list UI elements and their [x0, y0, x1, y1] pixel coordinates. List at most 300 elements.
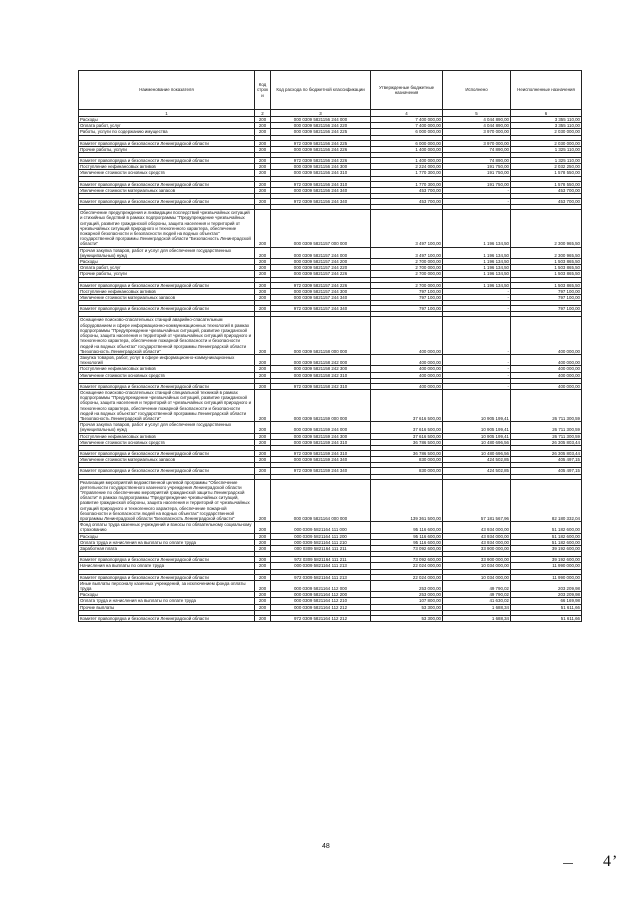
cell-name: Оплата работ, услуг [79, 265, 255, 271]
cell-code: 200 [255, 164, 271, 170]
cell-name: Комитет правопорядка и безопасности Ленинградской области [79, 574, 255, 580]
column-number: 5 [443, 110, 511, 117]
cell-kbk: 000 0309 5821157 244 200 [271, 259, 371, 265]
cell-unexecuted: 11 990 000,00 [511, 574, 582, 580]
cell-code: 200 [255, 479, 271, 522]
cell-code: 200 [255, 539, 271, 545]
cell-approved: 1 770 300,00 [371, 181, 443, 187]
cell-unexecuted: 1 503 865,50 [511, 265, 582, 271]
cell-unexecuted: 82 180 332,04 [511, 479, 582, 522]
table-row [79, 129, 582, 135]
cell-kbk: 972 0309 5821156 244 225 [271, 140, 371, 146]
cell-code: 200 [255, 317, 271, 354]
cell-name: Реализация мероприятий ведомственной целевой программы "Обеспечение деятельности государственного казенного учреждения Ленинградской области "Управление по обеспечению мероприятий гражданской защиты Ленинградской области" в рамках подпрограммы "Предупреждение чрезвычайных ситуаций, развитие гражданской обороны, защита населения и территорий от чрезвычайных ситуаций природного и техногенного характера, обеспечение пожарной безопасности и безопасности людей на водных объектах" государственной программы Ленинградской области "Безопасность Ленинградской области" [79, 479, 255, 522]
cell-executed: 10 480 696,56 [443, 450, 511, 456]
cell-code: 200 [255, 422, 271, 433]
cell-kbk: 000 0309 5821159 244 300 [271, 433, 371, 439]
cell-executed: 424 502,85 [443, 457, 511, 463]
header-executed: Исполнено [443, 71, 511, 110]
cell-name: Увеличение стоимости основных средств [79, 170, 255, 176]
cell-code: 200 [255, 170, 271, 176]
cell-executed: 10 905 199,41 [443, 389, 511, 421]
budget-report [78, 70, 581, 622]
cell-executed: 1 688,34 [443, 604, 511, 610]
cell-executed: 33 900 000,00 [443, 546, 511, 552]
cell-approved: 7 400 000,00 [371, 123, 443, 129]
cell-approved: 1 400 000,00 [371, 158, 443, 164]
cell-unexecuted: 3 355 110,00 [511, 117, 582, 123]
cell-executed: 10 905 199,41 [443, 422, 511, 433]
cell-unexecuted: 26 711 300,59 [511, 433, 582, 439]
cell-approved: 400 000,00 [371, 383, 443, 389]
cell-kbk: 000 0309 5821164 111 213 [271, 563, 371, 569]
cell-code: 200 [255, 354, 271, 365]
table-row [79, 282, 582, 288]
cell-approved: 7 400 000,00 [371, 117, 443, 123]
cell-approved: 2 700 000,00 [371, 271, 443, 277]
cell-name: Поступление нефинансовых активов [79, 288, 255, 294]
cell-kbk: 000 0309 5821156 244 220 [271, 123, 371, 129]
cell-unexecuted: 2 030 000,00 [511, 129, 582, 135]
cell-unexecuted: 51 182 600,00 [511, 522, 582, 533]
cell-approved: 22 024 000,00 [371, 563, 443, 569]
cell-name: Комитет правопорядка и безопасности Ленинградской области [79, 306, 255, 312]
cell-unexecuted: 1 578 550,00 [511, 170, 582, 176]
column-number-row [79, 110, 582, 117]
cell-name: Расходы [79, 117, 255, 123]
cell-executed: - [443, 199, 511, 205]
cell-name: Комитет правопорядка и безопасности Ленинградской области [79, 181, 255, 187]
cell-executed: 1 196 134,50 [443, 259, 511, 265]
cell-executed: 10 905 199,41 [443, 433, 511, 439]
cell-code: 200 [255, 592, 271, 598]
cell-approved: 37 616 500,00 [371, 433, 443, 439]
cell-name: Оснащение поисково-спасательных станций специальной техникой в рамках подпрограммы "Предупреждение чрезвычайных ситуаций, развитие гражданской обороны, защита населения и территорий от чрезвычайных ситуаций природного и техногенного характера, обеспечение пожарной безопасности и безопасности людей на водных объектах" государственной программы Ленинградской области "Безопасность Ленинградской области" [79, 389, 255, 421]
table-row [79, 479, 582, 522]
cell-name: Комитет правопорядка и безопасности Ленинградской области [79, 615, 255, 621]
cell-kbk: 000 0309 5821156 244 226 [271, 146, 371, 152]
cell-kbk: 000 0309 5821158 242 000 [271, 354, 371, 365]
cell-executed: 1 196 134,50 [443, 210, 511, 247]
cell-name: Комитет правопорядка и безопасности Ленинградской области [79, 557, 255, 563]
cell-executed: 10 480 696,56 [443, 439, 511, 445]
cell-code: 200 [255, 383, 271, 389]
cell-unexecuted: 2 030 000,00 [511, 140, 582, 146]
table-row [79, 450, 582, 456]
cell-name: Фонд оплаты труда казенных учреждений и взносы по обязательному социальному страхованию [79, 522, 255, 533]
cell-code: 200 [255, 271, 271, 277]
cell-code: 200 [255, 129, 271, 135]
cell-unexecuted: 203 209,98 [511, 592, 582, 598]
cell-name: Комитет правопорядка и безопасности Ленинградской области [79, 383, 255, 389]
cell-name: Оплата труда и начисления на выплаты по оплате труда [79, 598, 255, 604]
cell-approved: 37 616 500,00 [371, 422, 443, 433]
cell-code: 200 [255, 306, 271, 312]
cell-code: 200 [255, 546, 271, 552]
cell-name: Прочая закупка товаров, работ и услуг для обеспечения государственных (муниципальных) нужд [79, 247, 255, 258]
cell-approved: 95 116 600,00 [371, 539, 443, 545]
table-row [79, 170, 582, 176]
cell-executed: - [443, 366, 511, 372]
cell-code: 200 [255, 563, 271, 569]
cell-code: 200 [255, 615, 271, 621]
cell-kbk: 000 0309 5821159 244 310 [271, 439, 371, 445]
cell-executed: 49 790,02 [443, 580, 511, 591]
cell-kbk: 000 0309 5821164 112 000 [271, 580, 371, 591]
cell-executed: 10 034 000,00 [443, 574, 511, 580]
column-number: 3 [271, 110, 371, 117]
cell-kbk: 972 0309 5821157 244 226 [271, 282, 371, 288]
cell-name: Увеличение стоимости основных средств [79, 372, 255, 378]
table-row [79, 457, 582, 463]
cell-kbk: 000 0309 5821158 242 310 [271, 372, 371, 378]
cell-approved: 400 000,00 [371, 372, 443, 378]
table-row [79, 580, 582, 591]
cell-executed: - [443, 372, 511, 378]
header-approved: Утвержденные бюджетные назначения [371, 71, 443, 110]
cell-kbk: 000 0309 5821164 000 000 [271, 479, 371, 522]
cell-name: Комитет правопорядка и безопасности Ленинградской области [79, 140, 255, 146]
cell-name: Заработная плата [79, 546, 255, 552]
cell-kbk: 972 0309 5821158 242 310 [271, 383, 371, 389]
cell-approved: 95 116 600,00 [371, 522, 443, 533]
cell-code: 200 [255, 450, 271, 456]
cell-code: 200 [255, 389, 271, 421]
cell-executed: 424 502,85 [443, 468, 511, 474]
cell-approved: 53 300,00 [371, 615, 443, 621]
cell-executed: 74 890,00 [443, 158, 511, 164]
cell-approved: 797 100,00 [371, 288, 443, 294]
cell-code: 200 [255, 199, 271, 205]
cell-unexecuted: 797 100,00 [511, 306, 582, 312]
cell-approved: 1 400 000,00 [371, 146, 443, 152]
cell-unexecuted: 1 503 865,50 [511, 271, 582, 277]
cell-kbk: 000 0309 5821164 112 210 [271, 598, 371, 604]
cell-unexecuted: 3 355 110,00 [511, 123, 582, 129]
cell-code: 200 [255, 146, 271, 152]
cell-executed: - [443, 187, 511, 193]
cell-code: 200 [255, 533, 271, 539]
table-row [79, 181, 582, 187]
cell-executed: 74 890,00 [443, 146, 511, 152]
cell-approved: 253 000,00 [371, 580, 443, 591]
cell-code: 200 [255, 259, 271, 265]
cell-approved: 139 361 500,00 [371, 479, 443, 522]
cell-unexecuted: 400 000,00 [511, 366, 582, 372]
cell-executed: 57 181 567,96 [443, 479, 511, 522]
cell-code: 200 [255, 366, 271, 372]
cell-executed: 191 750,00 [443, 170, 511, 176]
cell-code: 200 [255, 265, 271, 271]
cell-executed: 33 900 000,00 [443, 557, 511, 563]
table-row [79, 354, 582, 365]
cell-kbk: 000 0309 5821157 244 226 [271, 271, 371, 277]
cell-code: 200 [255, 123, 271, 129]
cell-kbk: 972 0309 5821156 244 226 [271, 158, 371, 164]
cell-kbk: 000 0309 5821164 111 000 [271, 522, 371, 533]
cell-name: Оплата труда и начисления на выплаты по оплате труда [79, 539, 255, 545]
cell-unexecuted: 400 000,00 [511, 317, 582, 354]
cell-kbk: 000 0309 5821156 244 300 [271, 164, 371, 170]
cell-kbk: 972 0309 5821159 244 310 [271, 450, 371, 456]
cell-executed: 1 196 134,50 [443, 265, 511, 271]
cell-approved: 37 616 500,00 [371, 389, 443, 421]
cell-kbk: 000 0309 5821157 244 220 [271, 265, 371, 271]
table-row [79, 598, 582, 604]
cell-unexecuted: 1 578 550,00 [511, 181, 582, 187]
cell-approved: 2 700 000,00 [371, 265, 443, 271]
cell-code: 200 [255, 210, 271, 247]
table-row [79, 164, 582, 170]
cell-unexecuted: 26 305 803,44 [511, 439, 582, 445]
cell-kbk: 000 0309 5821164 112 200 [271, 592, 371, 598]
table-row [79, 439, 582, 445]
cell-kbk: 972 0309 5821156 244 340 [271, 199, 371, 205]
budget-table [78, 70, 582, 622]
cell-unexecuted: 453 700,00 [511, 199, 582, 205]
cell-code: 200 [255, 439, 271, 445]
table-row [79, 389, 582, 421]
cell-approved: 2 700 000,00 [371, 282, 443, 288]
cell-approved: 3 497 100,00 [371, 247, 443, 258]
cell-name: Поступление нефинансовых активов [79, 366, 255, 372]
margin-dash [563, 863, 573, 864]
cell-kbk: 972 0309 5821164 111 211 [271, 557, 371, 563]
table-row [79, 317, 582, 354]
table-row [79, 557, 582, 563]
cell-name: Комитет правопорядка и безопасности Ленинградской области [79, 282, 255, 288]
cell-code: 200 [255, 457, 271, 463]
cell-approved: 3 497 100,00 [371, 210, 443, 247]
header-code: Код строк и [255, 71, 271, 110]
cell-executed: - [443, 295, 511, 301]
cell-unexecuted: 797 100,00 [511, 288, 582, 294]
cell-name: Комитет правопорядка и безопасности Ленинградской области [79, 450, 255, 456]
cell-approved: 73 092 600,00 [371, 546, 443, 552]
cell-code: 200 [255, 372, 271, 378]
table-row [79, 140, 582, 146]
cell-name: Комитет правопорядка и безопасности Ленинградской области [79, 199, 255, 205]
cell-name: Прочие работы, услуги [79, 271, 255, 277]
cell-code: 200 [255, 117, 271, 123]
cell-executed: 43 934 000,00 [443, 522, 511, 533]
cell-code: 200 [255, 140, 271, 146]
cell-name: Прочие работы, услуги [79, 146, 255, 152]
cell-executed: 3 970 000,00 [443, 129, 511, 135]
cell-code: 200 [255, 158, 271, 164]
cell-unexecuted: 405 497,15 [511, 468, 582, 474]
header-budget-code: Код расхода по бюджетной классификации [271, 71, 371, 110]
cell-kbk: 000 0309 5821156 244 310 [271, 170, 371, 176]
cell-name: Поступление нефинансовых активов [79, 433, 255, 439]
table-row [79, 210, 582, 247]
cell-kbk: 000 0309 5821164 111 210 [271, 539, 371, 545]
table-row [79, 158, 582, 164]
cell-name: Расходы [79, 533, 255, 539]
cell-executed: - [443, 383, 511, 389]
table-body [79, 117, 582, 622]
cell-executed: 49 790,02 [443, 592, 511, 598]
cell-name: Увеличение стоимости материальных запасов [79, 187, 255, 193]
table-row [79, 563, 582, 569]
cell-approved: 53 300,00 [371, 604, 443, 610]
cell-unexecuted: 797 100,00 [511, 295, 582, 301]
cell-kbk: 000 0309 5821157 000 000 [271, 210, 371, 247]
cell-code: 200 [255, 604, 271, 610]
column-number: 6 [511, 110, 582, 117]
cell-name: Увеличение стоимости материальных запасов [79, 457, 255, 463]
cell-kbk: 000 0309 5821156 244 225 [271, 129, 371, 135]
cell-code: 200 [255, 522, 271, 533]
cell-code: 200 [255, 598, 271, 604]
table-row [79, 422, 582, 433]
column-number: 2 [255, 110, 271, 117]
cell-approved: 2 224 000,00 [371, 164, 443, 170]
cell-code: 200 [255, 181, 271, 187]
cell-code: 200 [255, 580, 271, 591]
cell-approved: 400 000,00 [371, 317, 443, 354]
cell-approved: 797 100,00 [371, 295, 443, 301]
cell-approved: 95 116 600,00 [371, 533, 443, 539]
cell-executed: 1 196 134,50 [443, 282, 511, 288]
cell-approved: 453 700,00 [371, 187, 443, 193]
cell-kbk: 972 0309 5821157 244 340 [271, 306, 371, 312]
table-row [79, 247, 582, 258]
cell-name: Прочие выплаты [79, 604, 255, 610]
cell-unexecuted: 39 192 600,00 [511, 546, 582, 552]
cell-executed: - [443, 288, 511, 294]
cell-unexecuted: 2 300 965,50 [511, 210, 582, 247]
cell-code: 200 [255, 468, 271, 474]
cell-name: Оснащение поисково-спасательных станций аварийно-спасательным оборудованием и сфере информационно-коммуникационных технологий в рамках подпрограммы "Предупреждение чрезвычайных ситуаций, развитие гражданской обороны, защита населения и территорий от чрезвычайных ситуаций природного и техногенного характера, обеспечение пожарной безопасности и безопасности людей на водных объектах" государственной программы Ленинградской области "Безопасность Ленинградской области" [79, 317, 255, 354]
cell-unexecuted: 51 611,66 [511, 604, 582, 610]
cell-unexecuted: 203 209,98 [511, 580, 582, 591]
cell-approved: 73 092 600,00 [371, 557, 443, 563]
cell-executed: 3 970 000,00 [443, 140, 511, 146]
cell-code: 200 [255, 187, 271, 193]
cell-unexecuted: 26 305 803,44 [511, 450, 582, 456]
cell-executed: 1 196 134,50 [443, 271, 511, 277]
page-number: 48 [322, 843, 330, 850]
cell-executed: 10 034 000,00 [443, 563, 511, 569]
cell-kbk: 000 0309 5821164 111 211 [271, 546, 371, 552]
cell-approved: 36 786 500,00 [371, 450, 443, 456]
cell-executed: 191 750,00 [443, 181, 511, 187]
cell-approved: 1 770 300,00 [371, 170, 443, 176]
cell-executed: 43 934 000,00 [443, 539, 511, 545]
cell-kbk: 000 0309 5821156 244 000 [271, 117, 371, 123]
cell-approved: 830 000,00 [371, 468, 443, 474]
cell-executed: - [443, 306, 511, 312]
table-row [79, 468, 582, 474]
cell-unexecuted: 1 503 865,50 [511, 282, 582, 288]
cell-approved: 6 000 000,00 [371, 140, 443, 146]
cell-kbk: 972 0309 5821164 111 213 [271, 574, 371, 580]
cell-name: Прочая закупка товаров, работ и услуг для обеспечения государственных (муниципальных) нужд [79, 422, 255, 433]
cell-unexecuted: 1 325 110,00 [511, 158, 582, 164]
cell-approved: 2 700 000,00 [371, 259, 443, 265]
cell-executed: - [443, 317, 511, 354]
cell-kbk: 000 0309 5821164 111 200 [271, 533, 371, 539]
cell-kbk: 000 0309 5821156 244 340 [271, 187, 371, 193]
cell-kbk: 000 0309 5821158 000 000 [271, 317, 371, 354]
cell-unexecuted: 1 325 110,00 [511, 146, 582, 152]
cell-kbk: 000 0309 5821159 244 000 [271, 422, 371, 433]
cell-name: Оплата работ, услуг [79, 123, 255, 129]
table-row [79, 433, 582, 439]
cell-kbk: 000 0309 5821164 112 212 [271, 604, 371, 610]
cell-code: 200 [255, 433, 271, 439]
cell-executed: 41 630,02 [443, 598, 511, 604]
cell-code: 200 [255, 295, 271, 301]
cell-executed: 1 688,34 [443, 615, 511, 621]
cell-unexecuted: 51 611,66 [511, 615, 582, 621]
cell-name: Начисления на выплаты по оплате труда [79, 563, 255, 569]
cell-unexecuted: 66 169,98 [511, 598, 582, 604]
cell-name: Расходы [79, 592, 255, 598]
cell-name: Поступление нефинансовых активов [79, 164, 255, 170]
cell-kbk: 000 0309 5821159 244 340 [271, 457, 371, 463]
cell-kbk: 000 0309 5821157 244 000 [271, 247, 371, 258]
cell-approved: 400 000,00 [371, 366, 443, 372]
cell-approved: 830 000,00 [371, 457, 443, 463]
cell-kbk: 972 0309 5821164 112 212 [271, 615, 371, 621]
cell-executed: - [443, 354, 511, 365]
cell-unexecuted: 400 000,00 [511, 383, 582, 389]
cell-name: Комитет правопорядка и безопасности Ленинградской области [79, 158, 255, 164]
cell-unexecuted: 400 000,00 [511, 372, 582, 378]
handwritten-corner-mark: 4’ [603, 853, 619, 870]
cell-kbk: 000 0309 5821157 244 340 [271, 295, 371, 301]
column-number: 4 [371, 110, 443, 117]
cell-unexecuted: 2 032 250,00 [511, 164, 582, 170]
cell-unexecuted: 405 497,15 [511, 457, 582, 463]
table-row [79, 615, 582, 621]
cell-executed: 4 044 890,00 [443, 117, 511, 123]
cell-name: Расходы [79, 259, 255, 265]
cell-approved: 107 800,00 [371, 598, 443, 604]
table-row [79, 539, 582, 545]
header-row [79, 71, 582, 110]
cell-name: Иные выплаты персоналу казенных учреждений, за исключением фонда оплаты труда [79, 580, 255, 591]
cell-unexecuted: 11 990 000,00 [511, 563, 582, 569]
cell-unexecuted: 51 182 600,00 [511, 533, 582, 539]
cell-unexecuted: 2 300 965,50 [511, 247, 582, 258]
column-number: 1 [79, 110, 255, 117]
cell-code: 200 [255, 282, 271, 288]
cell-approved: 797 100,00 [371, 306, 443, 312]
cell-name: Комитет правопорядка и безопасности Ленинградской области [79, 468, 255, 474]
cell-kbk: 000 0309 5821158 242 300 [271, 366, 371, 372]
cell-approved: 22 024 000,00 [371, 574, 443, 580]
cell-unexecuted: 51 182 600,00 [511, 539, 582, 545]
cell-unexecuted: 400 000,00 [511, 354, 582, 365]
cell-code: 200 [255, 557, 271, 563]
header-name: Наименование показателя [79, 71, 255, 110]
cell-kbk: 000 0309 5821159 000 000 [271, 389, 371, 421]
cell-approved: 453 700,00 [371, 199, 443, 205]
header-unexecuted: Неисполненные назначения [511, 71, 582, 110]
cell-code: 200 [255, 288, 271, 294]
cell-approved: 253 000,00 [371, 592, 443, 598]
cell-name: Закупка товаров, работ, услуг в сфере информационно-коммуникационных технологий [79, 354, 255, 365]
cell-unexecuted: 1 503 865,50 [511, 259, 582, 265]
cell-kbk: 972 0309 5821156 244 310 [271, 181, 371, 187]
cell-unexecuted: 26 711 300,59 [511, 422, 582, 433]
cell-code: 200 [255, 574, 271, 580]
cell-approved: 36 786 500,00 [371, 439, 443, 445]
cell-executed: 4 044 890,00 [443, 123, 511, 129]
